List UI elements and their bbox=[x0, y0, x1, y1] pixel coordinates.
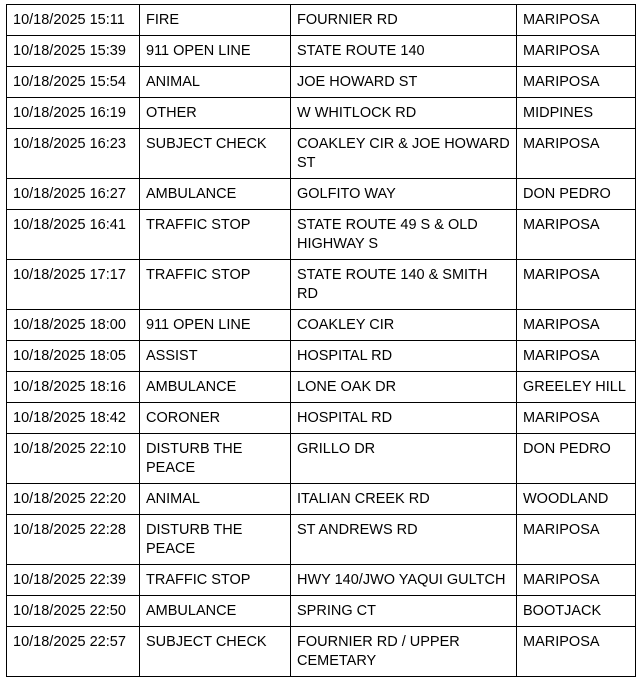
cell-datetime: 10/18/2025 22:39 bbox=[7, 565, 140, 596]
cell-location: COAKLEY CIR & JOE HOWARD ST bbox=[291, 129, 517, 179]
cell-location: STATE ROUTE 140 bbox=[291, 36, 517, 67]
table-row bbox=[7, 129, 636, 179]
cell-location: ITALIAN CREEK RD bbox=[291, 484, 517, 515]
cell-area: DON PEDRO bbox=[517, 179, 636, 210]
cell-datetime: 10/18/2025 15:54 bbox=[7, 67, 140, 98]
cell-area: MARIPOSA bbox=[517, 341, 636, 372]
cell-area: BOOTJACK bbox=[517, 596, 636, 627]
cell-datetime: 10/18/2025 16:41 bbox=[7, 210, 140, 260]
cell-incident-type: DISTURB THE PEACE bbox=[140, 434, 291, 484]
cell-area: MARIPOSA bbox=[517, 129, 636, 179]
cell-datetime: 10/18/2025 22:28 bbox=[7, 515, 140, 565]
table-row bbox=[7, 5, 636, 36]
cell-location: W WHITLOCK RD bbox=[291, 98, 517, 129]
table-row bbox=[7, 434, 636, 484]
cell-area: MARIPOSA bbox=[517, 515, 636, 565]
cell-location: COAKLEY CIR bbox=[291, 310, 517, 341]
cell-location: STATE ROUTE 140 & SMITH RD bbox=[291, 260, 517, 310]
table-row bbox=[7, 310, 636, 341]
cell-area: MARIPOSA bbox=[517, 627, 636, 677]
incident-log-table bbox=[6, 4, 636, 677]
table-row bbox=[7, 210, 636, 260]
cell-incident-type: CORONER bbox=[140, 403, 291, 434]
table-row bbox=[7, 484, 636, 515]
table-row bbox=[7, 36, 636, 67]
cell-area: MARIPOSA bbox=[517, 36, 636, 67]
cell-datetime: 10/18/2025 18:42 bbox=[7, 403, 140, 434]
cell-location: HWY 140/JWO YAQUI GULTCH bbox=[291, 565, 517, 596]
table-row bbox=[7, 179, 636, 210]
table-row bbox=[7, 627, 636, 677]
cell-area: MARIPOSA bbox=[517, 403, 636, 434]
cell-incident-type: SUBJECT CHECK bbox=[140, 627, 291, 677]
cell-incident-type: AMBULANCE bbox=[140, 179, 291, 210]
cell-location: LONE OAK DR bbox=[291, 372, 517, 403]
incident-log-body bbox=[7, 5, 636, 677]
cell-datetime: 10/18/2025 16:19 bbox=[7, 98, 140, 129]
cell-incident-type: TRAFFIC STOP bbox=[140, 260, 291, 310]
cell-incident-type: ANIMAL bbox=[140, 67, 291, 98]
cell-incident-type: 911 OPEN LINE bbox=[140, 36, 291, 67]
cell-datetime: 10/18/2025 15:39 bbox=[7, 36, 140, 67]
cell-location: HOSPITAL RD bbox=[291, 403, 517, 434]
cell-incident-type: AMBULANCE bbox=[140, 596, 291, 627]
cell-datetime: 10/18/2025 16:27 bbox=[7, 179, 140, 210]
cell-area: DON PEDRO bbox=[517, 434, 636, 484]
cell-area: MARIPOSA bbox=[517, 260, 636, 310]
cell-area: MARIPOSA bbox=[517, 310, 636, 341]
cell-incident-type: DISTURB THE PEACE bbox=[140, 515, 291, 565]
cell-area: WOODLAND bbox=[517, 484, 636, 515]
table-row bbox=[7, 98, 636, 129]
cell-location: FOURNIER RD / UPPER CEMETARY bbox=[291, 627, 517, 677]
cell-incident-type: 911 OPEN LINE bbox=[140, 310, 291, 341]
table-row bbox=[7, 67, 636, 98]
table-row bbox=[7, 403, 636, 434]
cell-location: STATE ROUTE 49 S & OLD HIGHWAY S bbox=[291, 210, 517, 260]
cell-incident-type: OTHER bbox=[140, 98, 291, 129]
cell-area: MARIPOSA bbox=[517, 565, 636, 596]
cell-area: MARIPOSA bbox=[517, 210, 636, 260]
cell-datetime: 10/18/2025 22:50 bbox=[7, 596, 140, 627]
cell-area: MARIPOSA bbox=[517, 5, 636, 36]
cell-datetime: 10/18/2025 22:10 bbox=[7, 434, 140, 484]
cell-datetime: 10/18/2025 16:23 bbox=[7, 129, 140, 179]
cell-incident-type: TRAFFIC STOP bbox=[140, 565, 291, 596]
cell-datetime: 10/18/2025 22:20 bbox=[7, 484, 140, 515]
cell-datetime: 10/18/2025 17:17 bbox=[7, 260, 140, 310]
cell-area: GREELEY HILL bbox=[517, 372, 636, 403]
table-row bbox=[7, 596, 636, 627]
table-row bbox=[7, 260, 636, 310]
cell-location: HOSPITAL RD bbox=[291, 341, 517, 372]
cell-location: ST ANDREWS RD bbox=[291, 515, 517, 565]
cell-incident-type: ANIMAL bbox=[140, 484, 291, 515]
cell-datetime: 10/18/2025 22:57 bbox=[7, 627, 140, 677]
table-row bbox=[7, 372, 636, 403]
cell-area: MARIPOSA bbox=[517, 67, 636, 98]
cell-incident-type: FIRE bbox=[140, 5, 291, 36]
cell-datetime: 10/18/2025 18:05 bbox=[7, 341, 140, 372]
table-row bbox=[7, 515, 636, 565]
cell-location: JOE HOWARD ST bbox=[291, 67, 517, 98]
cell-incident-type: SUBJECT CHECK bbox=[140, 129, 291, 179]
cell-location: GRILLO DR bbox=[291, 434, 517, 484]
cell-incident-type: ASSIST bbox=[140, 341, 291, 372]
cell-location: GOLFITO WAY bbox=[291, 179, 517, 210]
cell-incident-type: TRAFFIC STOP bbox=[140, 210, 291, 260]
cell-datetime: 10/18/2025 18:00 bbox=[7, 310, 140, 341]
cell-datetime: 10/18/2025 18:16 bbox=[7, 372, 140, 403]
cell-location: FOURNIER RD bbox=[291, 5, 517, 36]
cell-area: MIDPINES bbox=[517, 98, 636, 129]
cell-incident-type: AMBULANCE bbox=[140, 372, 291, 403]
table-row bbox=[7, 341, 636, 372]
cell-location: SPRING CT bbox=[291, 596, 517, 627]
cell-datetime: 10/18/2025 15:11 bbox=[7, 5, 140, 36]
table-row bbox=[7, 565, 636, 596]
